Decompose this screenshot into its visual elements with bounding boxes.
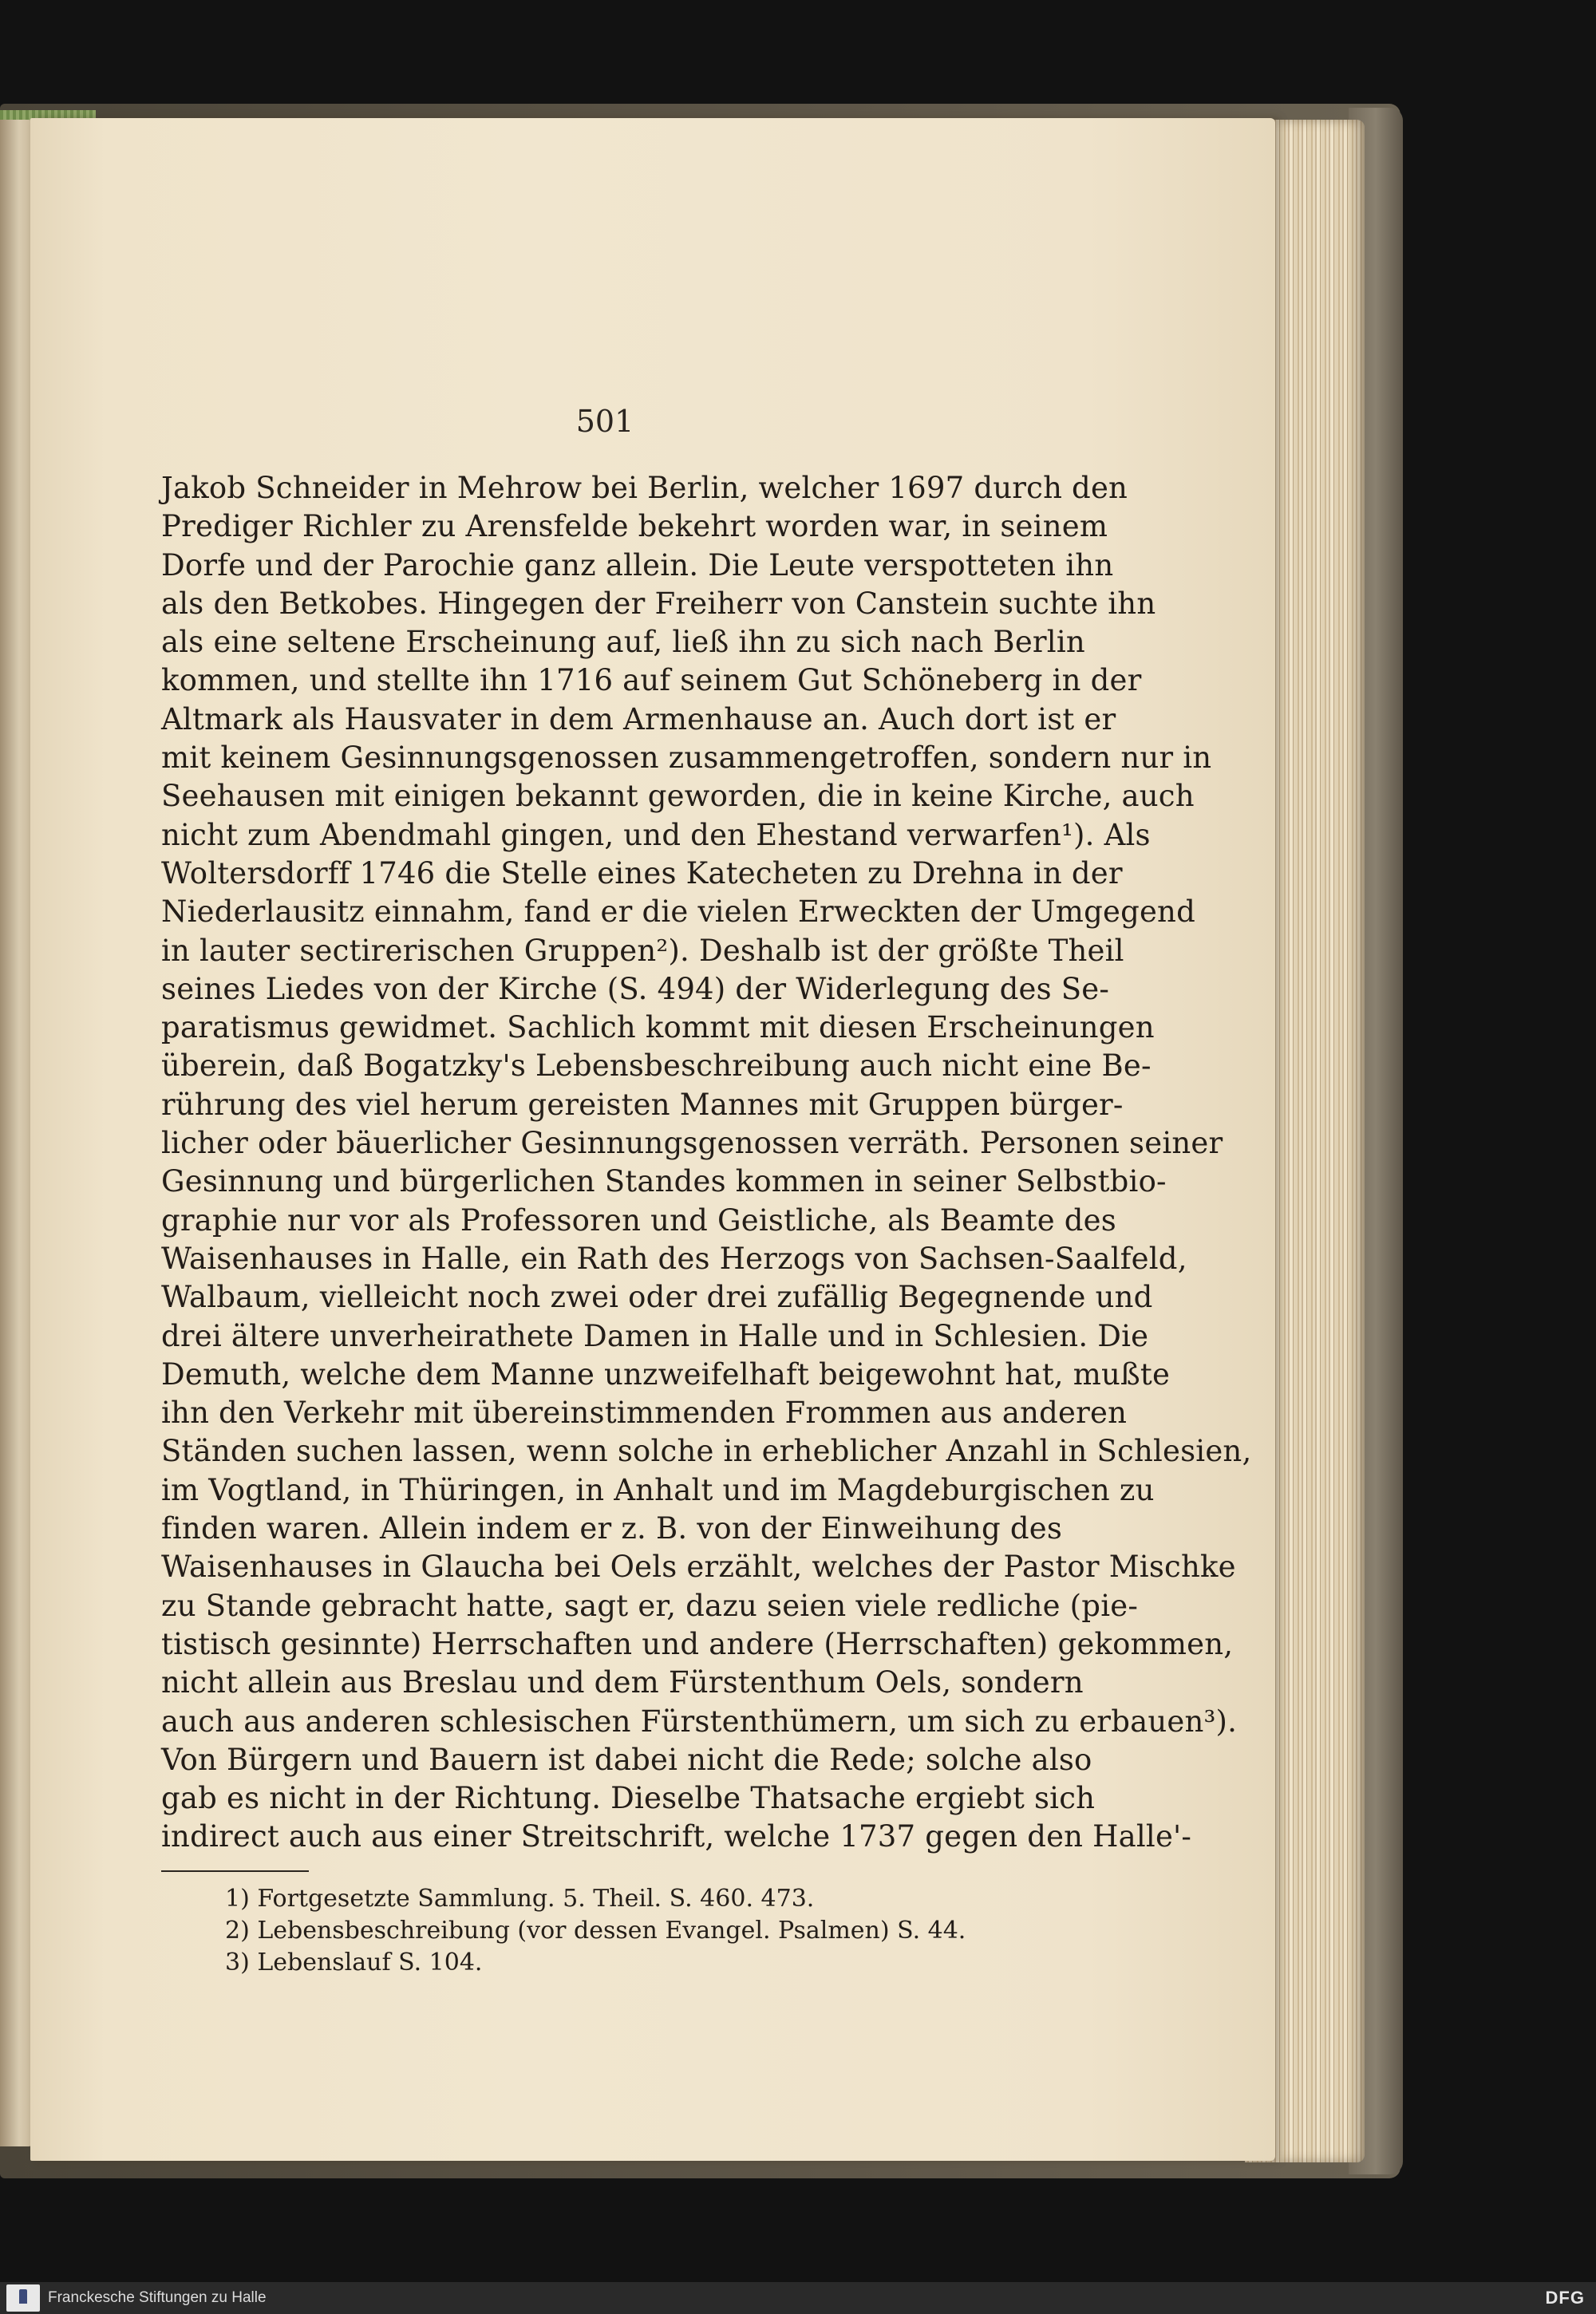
text-line: seines Liedes von der Kirche (S. 494) der Widerlegung des Se- — [161, 971, 1110, 1006]
dfg-logo[interactable]: DFG — [1545, 2288, 1585, 2308]
text-line: kommen, und stellte ihn 1716 auf seinem Gut Schöneberg in der — [161, 663, 1142, 698]
book-page — [30, 118, 1275, 2161]
text-line: als eine seltene Erscheinung auf, ließ ihn zu sich nach Berlin — [161, 625, 1085, 660]
left-page-edge — [0, 120, 32, 2146]
text-line: finden waren. Allein indem er z. B. von der Einweihung des — [161, 1511, 1063, 1546]
text-line: rührung des viel herum gereisten Mannes mit Gruppen bürger- — [161, 1087, 1124, 1122]
text-line: indirect auch aus einer Streitschrift, welche 1737 gegen den Halle'- — [161, 1819, 1192, 1854]
institution-name[interactable]: Franckesche Stiftungen zu Halle — [48, 2289, 267, 2306]
footnote: 3) Lebenslauf S. 104. — [225, 1949, 483, 1976]
text-line: auch aus anderen schlesischen Fürstenthümern, um sich zu erbauen³). — [161, 1704, 1238, 1739]
footnote: 1) Fortgesetzte Sammlung. 5. Theil. S. 460. 473. — [225, 1885, 815, 1913]
text-line: drei ältere unverheirathete Damen in Halle und in Schlesien. Die — [161, 1318, 1149, 1353]
text-line: Waisenhauses in Glaucha bei Oels erzählt, welches der Pastor Mischke — [161, 1550, 1236, 1585]
institution-logo-icon[interactable] — [6, 2284, 40, 2312]
text-line: Altmark als Hausvater in dem Armenhause an. Auch dort ist er — [161, 701, 1116, 736]
text-line: gab es nicht in der Richtung. Dieselbe Thatsache ergiebt sich — [161, 1781, 1096, 1816]
page-number: 501 — [575, 404, 634, 439]
text-line: Waisenhauses in Halle, ein Rath des Herzogs von Sachsen-Saalfeld, — [161, 1241, 1187, 1276]
text-line: mit keinem Gesinnungsgenossen zusammengetroffen, sondern nur in — [161, 740, 1212, 776]
text-line: tistisch gesinnte) Herrschaften und andere (Herrschaften) gekommen, — [161, 1626, 1234, 1661]
text-line: Walbaum, vielleicht noch zwei oder drei zufällig Begegnende und — [161, 1280, 1153, 1315]
text-line: ihn den Verkehr mit übereinstimmenden Frommen aus anderen — [161, 1396, 1128, 1431]
text-line: Prediger Richler zu Arensfelde bekehrt worden war, in seinem — [161, 509, 1108, 544]
footnote-divider — [161, 1870, 309, 1872]
footnote: 2) Lebensbeschreibung (vor dessen Evangel. Psalmen) S. 44. — [225, 1917, 966, 1945]
text-line: Dorfe und der Parochie ganz allein. Die Leute verspotteten ihn — [161, 547, 1114, 582]
footnotes — [225, 1883, 1023, 1979]
text-line: als den Betkobes. Hingegen der Freiherr von Canstein suchte ihn — [161, 586, 1156, 621]
text-line: nicht zum Abendmahl gingen, und den Ehestand verwarfen¹). Als — [161, 817, 1151, 852]
text-line: Ständen suchen lassen, wenn solche in erheblicher Anzahl in Schlesien, — [161, 1434, 1252, 1469]
text-line: überein, daß Bogatzky's Lebensbeschreibung auch nicht eine Be- — [161, 1048, 1152, 1084]
body-text — [161, 469, 1252, 1857]
text-line: Woltersdorff 1746 die Stelle eines Katecheten zu Drehna in der — [161, 855, 1123, 890]
text-line: Von Bürgern und Bauern ist dabei nicht die Rede; solche also — [161, 1742, 1092, 1777]
text-line: Jakob Schneider in Mehrow bei Berlin, welcher 1697 durch den — [161, 471, 1128, 505]
text-line: Niederlausitz einnahm, fand er die vielen Erweckten der Umgegend — [161, 894, 1195, 930]
text-line: paratismus gewidmet. Sachlich kommt mit diesen Erscheinungen — [161, 1010, 1155, 1045]
text-line: nicht allein aus Breslau und dem Fürstenthum Oels, sondern — [161, 1665, 1084, 1700]
text-line: licher oder bäuerlicher Gesinnungsgenossen verräth. Personen seiner — [161, 1126, 1223, 1161]
text-line: graphie nur vor als Professoren und Geistliche, als Beamte des — [161, 1202, 1116, 1238]
text-line: Demuth, welche dem Manne unzweifelhaft beigewohnt hat, mußte — [161, 1356, 1171, 1392]
text-line: Gesinnung und bürgerlichen Standes kommen in seiner Selbstbio- — [161, 1164, 1167, 1199]
text-line: Seehausen mit einigen bekannt geworden, die in keine Kirche, auch — [161, 779, 1195, 814]
text-line: im Vogtland, in Thüringen, in Anhalt und im Magdeburgischen zu — [161, 1472, 1155, 1507]
text-line: zu Stande gebracht hatte, sagt er, dazu seien viele redliche (pie- — [161, 1588, 1139, 1623]
text-line: in lauter sectirerischen Gruppen²). Deshalb ist der größte Theil — [161, 933, 1124, 968]
viewer-footer — [0, 2282, 1596, 2314]
